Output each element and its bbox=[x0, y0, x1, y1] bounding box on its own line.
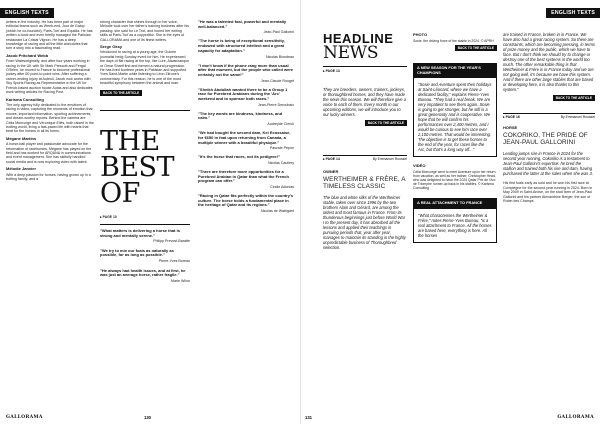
byline: By Emmanuel Roussel bbox=[372, 157, 407, 162]
quote: "Racing in Qatar fits perfectly within the country's culture. The horse holds a fundamental place in the heritage of Qatar and its regions." bbox=[198, 193, 294, 208]
quote-author: Philipp Prevost-Baratte bbox=[153, 239, 190, 244]
quote: "Sheikh Abdullah wanted there to be a Group 1 race for Purebred Arabians during the 'Arc' weekend and to sponsor both races." bbox=[198, 86, 288, 102]
quote-author: Nicolas Blondeau bbox=[266, 54, 294, 59]
article-text: His first foals early as sold and he won his first race at Compiègne for the second year running in 2024. Born in May 2009 in Saint-Arcise, on the stud farm of Jean-Paul Gallorini and his partner Alexandrine Berger, the son of Robin des Champs bbox=[503, 181, 593, 203]
section-tab: ENGLISH TEXTS bbox=[546, 8, 600, 18]
bio-paragraph: writers in the industry. He has been part of major editorial teams such as Week-end, Jour de Galop (which he co-founded), Paris-Turf and Equidia. He has written a book and even briefly managed the Parisian restaurant La Cristal Vignon. He has a deep knowledge of racing and all the little anecdotes that turn a story into a fascinating read. bbox=[6, 20, 93, 51]
quote-box bbox=[413, 209, 497, 243]
video-caption: Célia Moncorgé went to meet Aventure upon her return from vacation, as well as her trainer, Christopher Head, who was delighted to have the 2024 Qatar Prix de l'Arc de Triomphe runner-up back in his stables. © Karisma Consulting bbox=[413, 170, 496, 191]
bio-paragraph: The only agency fully dedicated to the emotions of racing in video, capturing the moments of emotion that moves, important information, sporting achievements, and dream-worthy reports. Behind the camera are Célia Moncorgé and Véronique Eliès, both raised in the trotting world, living a fast-paced life with hearts that beat for the horses in all its forms. bbox=[6, 102, 94, 134]
quote-author: Pascale Pepon bbox=[269, 146, 294, 151]
bio-heading: Serge Oksy bbox=[100, 44, 123, 50]
divider bbox=[100, 224, 190, 225]
bio-heading: Karisma Consulting bbox=[6, 96, 44, 102]
bio-column-1 bbox=[6, 20, 94, 183]
article-column bbox=[503, 32, 595, 203]
bio-column-2 bbox=[100, 20, 190, 288]
quote-author: Nicolas de Watrigant bbox=[260, 209, 294, 214]
page-number: 130 bbox=[144, 415, 151, 420]
quote: "What matters is delivering a horse that is strong and mentally serene." bbox=[100, 227, 180, 238]
quote-author: Marie Wilon bbox=[171, 278, 190, 283]
box-text: "What characterises the Wertheimer & Frère," notes Pierre-Yves Bureau, "is a real attachment to France. All the horses are based here, everything is here. All the horses bbox=[418, 212, 492, 238]
quote-author: Jean-Claude Rouget bbox=[261, 78, 294, 83]
quote-author: Jean-Pierre Deroubaix bbox=[258, 102, 294, 107]
best-of-title: THE BEST OF bbox=[100, 126, 175, 210]
bio-heading: Jacob Pritchard Webb bbox=[6, 52, 49, 58]
quote-author: Cécile Adonias bbox=[270, 185, 294, 190]
article-title: WERTHEIMER & FRÈRE, A TIMELESS CLASSIC bbox=[323, 176, 406, 191]
page-link[interactable]: ▸ PAGE 13 bbox=[323, 69, 340, 73]
article-title: COKORIKO, THE PRIDE OF JEAN-PAUL GALLORINI bbox=[503, 132, 588, 147]
back-to-article-button[interactable]: BACK TO THE ARTICLE bbox=[455, 45, 497, 51]
page-link[interactable]: ▸ PAGE 10 bbox=[100, 215, 117, 220]
category-label: HORSE bbox=[503, 125, 518, 131]
photo-label: PHOTO bbox=[413, 32, 428, 37]
box-text: "Sosie and Aventure spent their holidays at Saint-Léonard, where we have a dedicated facility," explains Pierre-Yves Bureau. "They had a real break. We are very impatient to see them again. Sosie is going to get stronger, but he still is a great generosity and is cooperative. We hope that he will confirm his performances over 2,400 metres, and I would be curious to see him race over 2,100 metres. That would be interesting. The objective is to get these horses to the end of the year, for races like the Arc, but that's a long way off..." bbox=[418, 82, 492, 153]
quote: "The horse is being of exceptional sensitivity, endowed with structured intellect and a great capacity for adaptation." bbox=[198, 38, 285, 53]
headline-column bbox=[323, 32, 407, 250]
bio-paragraph: strong character that shines through in her voice, Mélodie took over her father's training business after his passing: she said for Le Trot, and honed her writing skills at Paris-Turf as a copyeditor. She is the eyes of GALLORAMA and one of its finest writers. bbox=[100, 20, 189, 42]
brand-logo: GALLORAMA bbox=[557, 415, 594, 420]
headline-news-title: NEWS bbox=[323, 43, 379, 63]
boxes-column bbox=[413, 32, 497, 243]
divider bbox=[323, 155, 407, 156]
brand-logo: GALLORAMA bbox=[6, 415, 43, 420]
bio-paragraph: Introduced to racing at a young age, the Guinée journalist hedg Sunday event for him. He experienced the days of flat racing at the top, like Lure, Alwanzanque or Omar Sharif first and formed a natural progression. He has lived fourteen years in Pakistan and supported Yves Saint-Martin while listening to Léon Zitrone's commentary. For this reason, he is one of the most beautiful symphony between the animal and man. bbox=[100, 50, 190, 86]
right-page bbox=[300, 0, 600, 424]
quote-author: Pierre-Yves Bureau bbox=[158, 259, 190, 264]
divider bbox=[503, 113, 595, 114]
headline-title: HEADLINE bbox=[323, 31, 394, 46]
quote: "He always had health issues, and at first, he was just an average horse, rather fragile." bbox=[100, 267, 186, 278]
back-to-article-button[interactable]: BACK TO THE ARTICLE bbox=[365, 120, 407, 126]
page-link[interactable]: ▸ PAGE 16 bbox=[503, 115, 520, 120]
quote: "I don't know if the phone rang more than usual after that moment, but the people who called were certainly not the same!" bbox=[198, 62, 294, 77]
box-title: A NEW SEASON FOR THE YEAR'S CHAMPIONS bbox=[413, 63, 497, 78]
quotes-column bbox=[198, 20, 294, 218]
divider bbox=[323, 66, 407, 67]
page-link[interactable]: ▸ PAGE 14 bbox=[323, 157, 340, 162]
quote: "The key words are kindness, kindness, and calm." bbox=[198, 110, 283, 121]
quote: "He was a talented foal, powerful and mentally well-balanced." bbox=[198, 19, 287, 29]
article-intro: Leading jumps sire in France in 2024 for the second year running, Cokoriko is a testament to Jean-Paul Gallorini's expertise: he bred the stallion and trained both his sire and dam, having purchased the latter at the sales when she was 3. bbox=[503, 151, 593, 177]
page-number: 131 bbox=[305, 415, 312, 420]
quote: "We try to mix our foals as naturally as possible, for as long as possible." bbox=[100, 247, 174, 258]
byline: By Emmanuel Roussel bbox=[560, 115, 595, 120]
article-text: are trained in France, broken in in France. We have also had a great racing system. So there are constraints, which are becoming pressing, in terms of prize money and the public, which we have to face. But I don't think we should try to change or destroy one of the best systems in the world too much. The other remarkable thing is that Wertheimer & Frère is in France today and we are not going well, it's because we have this system. And if there are other large stables that are based or developing here, it is also thanks to this system." bbox=[503, 32, 595, 92]
intro-text: They are breeders, owners, trainers, jockeys, or thoroughbred horses, and they have made the news this season. We will therefore give a voice to each of them. Every month in our upcoming editions, we will introduce you to our lucky winners. bbox=[323, 87, 406, 117]
category-label: OWNER bbox=[323, 169, 339, 175]
bio-paragraph: From Walesoriginally, and after four years working in racing in the UK with Sir Mark Prescott and Fergal O'Brien, he moved to France to become professional jockey after 50 point-to-point wins. After suffering a career-ending injury at Auteuil, Jacob now works with Sky Sports Racing as Representative in the UK for French-based auction house Autas and also dedicates work writing articles for Racing Post. bbox=[6, 59, 93, 95]
section-tab: ENGLISH TEXTS bbox=[0, 8, 54, 18]
bio-heading: Mégane Martins bbox=[6, 135, 37, 141]
quote-author: Nicolas Caullery bbox=[268, 160, 294, 165]
back-to-article-button[interactable]: BACK TO THE ARTICLE bbox=[100, 90, 142, 97]
quote-author: Jean-Paul Gallorini bbox=[263, 30, 294, 35]
divider bbox=[100, 110, 190, 111]
quote: "It's the horse that races, not its pedigree!" bbox=[198, 154, 280, 160]
quote-author: Audreyde Clerck bbox=[267, 122, 294, 127]
article-intro: The blue and white silks of the Wertheimer stable, taken over since 1996 by the two brothers Alain and Gérard, are among the oldest and most famous in France. From its thunderous beginnings just before World War I to the present day, it has absorbed all the lessons and applied their teachings in pursuing periods that, year after year, manages to maintain its standing in the highly unpredictable business of Thoroughbred selection. bbox=[323, 195, 406, 251]
photo-caption: Sosie, the driving force of the stable in 2024. © APRH bbox=[413, 39, 494, 43]
bio-paragraph: A horse-ball player and passionate advocate for the reformation of racehorses, Mégane has played on the field and has worked for ARQANA in communications and event management. She has skilfully handled social media and is now exploring video with talent. bbox=[6, 142, 92, 164]
quote: "We had bought the second dam, Kel Ecossaise, for €650 in foal upon returning from Canada, a multiple winner with a beautiful physique." bbox=[198, 130, 291, 145]
video-label: VIDÉO bbox=[413, 163, 426, 169]
bio-paragraph: With a deep passion for horses, having grown up in a trotting family, and a bbox=[6, 172, 91, 181]
quote: "There are therefore more opportunities for a Purebred Arabian in Qatar than what the French program can offer." bbox=[198, 168, 289, 184]
box-title: A REAL ATTACHMENT TO FRANCE bbox=[413, 198, 497, 209]
back-to-article-button[interactable]: BACK TO THE ARTICLE bbox=[553, 95, 595, 101]
bio-heading: Mélodie Janvier bbox=[6, 166, 37, 172]
quote-box bbox=[413, 78, 497, 157]
